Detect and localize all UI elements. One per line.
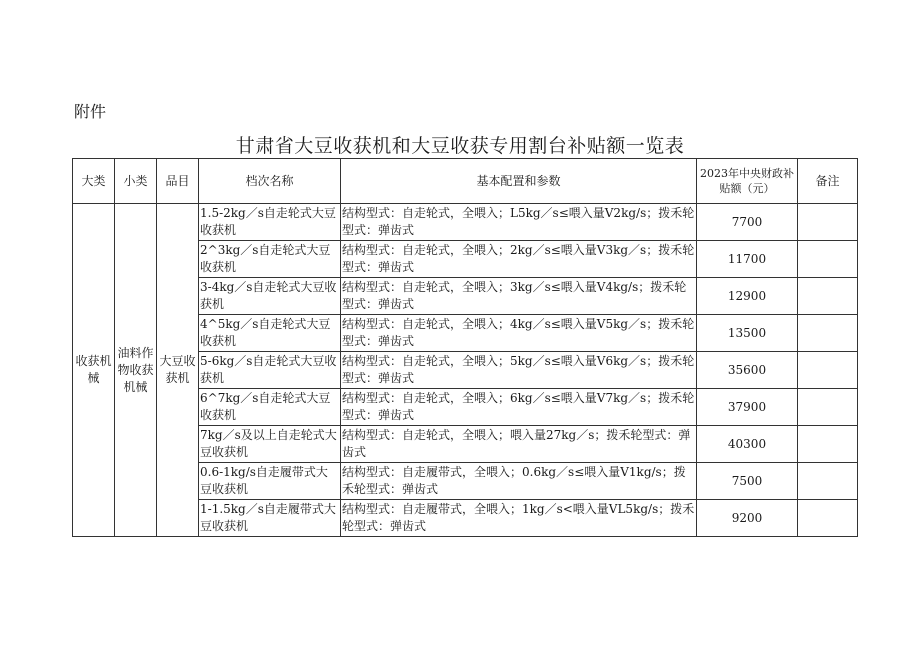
config-cell: 结构型式：自走轮式，全喂入；喂入量27kg／s；拨禾轮型式：弹齿式 xyxy=(341,426,697,463)
note-cell xyxy=(798,426,858,463)
column-header: 2023年中央财政补贴额（元） xyxy=(697,159,798,204)
config-cell: 结构型式：自走轮式，全喂入；6kg／s≤喂入量V7kg／s；拨禾轮型式：弹齿式 xyxy=(341,389,697,426)
column-header: 基本配置和参数 xyxy=(341,159,697,204)
note-cell xyxy=(798,500,858,537)
grade-cell: 5-6kg／s自走轮式大豆收获机 xyxy=(199,352,341,389)
column-header: 备注 xyxy=(798,159,858,204)
note-cell xyxy=(798,352,858,389)
amount-cell: 9200 xyxy=(697,500,798,537)
category-cell: 收获机械 xyxy=(73,204,115,537)
grade-cell: 4^5kg／s自走轮式大豆收获机 xyxy=(199,315,341,352)
grade-cell: 3-4kg／s自走轮式大豆收获机 xyxy=(199,278,341,315)
amount-cell: 11700 xyxy=(697,241,798,278)
grade-cell: 1.5-2kg／s自走轮式大豆收获机 xyxy=(199,204,341,241)
grade-cell: 7kg／s及以上自走轮式大豆收获机 xyxy=(199,426,341,463)
config-cell: 结构型式：自走履带式，全喂入；0.6kg／s≤喂入量V1kg/s；拨禾轮型式：弹齿式 xyxy=(341,463,697,500)
amount-cell: 7700 xyxy=(697,204,798,241)
document-title: 甘肃省大豆收获机和大豆收获专用割台补贴额一览表 xyxy=(235,135,685,157)
subsidy-table xyxy=(72,158,858,537)
attachment-label: 附件 xyxy=(74,102,107,121)
config-cell: 结构型式：自走轮式，全喂入；L5kg／s≤喂入量V2kg/s；拨禾轮型式：弹齿式 xyxy=(341,204,697,241)
amount-cell: 7500 xyxy=(697,463,798,500)
note-cell xyxy=(798,204,858,241)
column-header: 档次名称 xyxy=(199,159,341,204)
amount-cell: 13500 xyxy=(697,315,798,352)
amount-cell: 35600 xyxy=(697,352,798,389)
grade-cell: 1-1.5kg／s自走履带式大豆收获机 xyxy=(199,500,341,537)
column-header: 品目 xyxy=(157,159,199,204)
config-cell: 结构型式：自走轮式，全喂入；4kg／s≤喂入量V5kg／s；拨禾轮型式：弹齿式 xyxy=(341,315,697,352)
column-header: 大类 xyxy=(73,159,115,204)
grade-cell: 2^3kg／s自走轮式大豆收获机 xyxy=(199,241,341,278)
note-cell xyxy=(798,463,858,500)
table-row xyxy=(73,204,858,241)
amount-cell: 37900 xyxy=(697,389,798,426)
table-header-row xyxy=(73,159,858,204)
config-cell: 结构型式：自走履带式，全喂入；1kg／s<喂入量VL5kg/s；拨禾轮型式：弹齿式 xyxy=(341,500,697,537)
item-cell: 大豆收获机 xyxy=(157,204,199,537)
subcategory-cell: 油料作物收获机械 xyxy=(115,204,157,537)
grade-cell: 0.6-1kg/s自走履带式大豆收获机 xyxy=(199,463,341,500)
grade-cell: 6^7kg／s自走轮式大豆收获机 xyxy=(199,389,341,426)
amount-cell: 40300 xyxy=(697,426,798,463)
note-cell xyxy=(798,315,858,352)
config-cell: 结构型式：自走轮式，全喂入；5kg／s≤喂入量V6kg／s；拨禾轮型式：弹齿式 xyxy=(341,352,697,389)
config-cell: 结构型式：自走轮式，全喂入；3kg／s≤喂入量V4kg/s；拨禾轮型式：弹齿式 xyxy=(341,278,697,315)
amount-cell: 12900 xyxy=(697,278,798,315)
note-cell xyxy=(798,389,858,426)
config-cell: 结构型式：自走轮式，全喂入；2kg／s≤喂入量V3kg／s；拨禾轮型式：弹齿式 xyxy=(341,241,697,278)
note-cell xyxy=(798,241,858,278)
note-cell xyxy=(798,278,858,315)
column-header: 小类 xyxy=(115,159,157,204)
